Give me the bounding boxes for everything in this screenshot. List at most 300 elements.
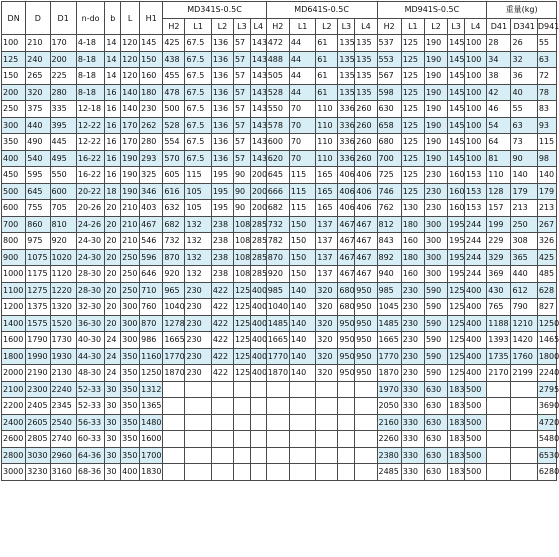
cell-m941-1: 125 <box>401 101 424 118</box>
cell-m641-0: 488 <box>266 51 289 68</box>
cell-w-1: 1210 <box>511 315 537 332</box>
cell-dn: 150 <box>2 68 26 85</box>
cell-m641-4: 467 <box>355 233 377 250</box>
cell-w-0: 46 <box>487 101 511 118</box>
cell-m341-4 <box>250 398 266 415</box>
cell-m641-2 <box>316 431 338 448</box>
cell-m941-2: 230 <box>424 200 447 217</box>
cell-m341-1: 115 <box>185 167 211 184</box>
cell-dn: 500 <box>2 183 26 200</box>
table-row <box>2 134 557 151</box>
cell-m941-2: 590 <box>424 282 447 299</box>
cell-b: 20 <box>105 249 121 266</box>
cell-d: 210 <box>26 35 50 52</box>
header-group-md341s: MD341S-0.5C <box>163 2 266 19</box>
cell-w-2: 115 <box>537 134 556 151</box>
cell-m341-1 <box>185 447 211 464</box>
cell-m941-2: 590 <box>424 348 447 365</box>
cell-m941-1: 330 <box>401 464 424 481</box>
cell-m941-3: 145 <box>448 150 465 167</box>
cell-w-1 <box>511 398 537 415</box>
cell-h1: 150 <box>140 51 163 68</box>
cell-h1: 160 <box>140 68 163 85</box>
cell-d1: 200 <box>50 51 76 68</box>
cell-d1: 600 <box>50 183 76 200</box>
cell-m941-0: 843 <box>377 233 401 250</box>
cell-m341-1: 67.5 <box>185 51 211 68</box>
cell-m641-1: 70 <box>289 101 315 118</box>
cell-d: 1175 <box>26 266 50 283</box>
cell-w-0: 157 <box>487 200 511 217</box>
cell-m941-1: 230 <box>401 282 424 299</box>
cell-b: 16 <box>105 101 121 118</box>
cell-m341-0 <box>163 381 185 398</box>
cell-m341-0: 632 <box>163 200 185 217</box>
cell-m341-2: 136 <box>211 35 233 52</box>
cell-w-2: 1800 <box>537 348 556 365</box>
cell-m341-3 <box>233 398 250 415</box>
cell-ndo: 56-33 <box>76 414 104 431</box>
table-row <box>2 117 557 134</box>
cell-w-0 <box>487 431 511 448</box>
cell-m641-3: 467 <box>338 249 355 266</box>
table-row <box>2 315 557 332</box>
cell-dn: 2100 <box>2 381 26 398</box>
cell-m641-4: 135 <box>355 68 377 85</box>
cell-m941-0: 1770 <box>377 348 401 365</box>
cell-m941-1: 330 <box>401 398 424 415</box>
cell-h1: 1480 <box>140 414 163 431</box>
cell-w-0: 64 <box>487 134 511 151</box>
cell-dn: 2000 <box>2 365 26 382</box>
header-group-md641s: MD641S-0.5C <box>266 2 377 19</box>
cell-m641-2: 110 <box>316 101 338 118</box>
cell-ndo: 16-22 <box>76 167 104 184</box>
cell-m941-2: 590 <box>424 315 447 332</box>
table-row <box>2 150 557 167</box>
cell-m941-2: 590 <box>424 332 447 349</box>
header-md341s-col-0: H2 <box>163 18 185 35</box>
cell-m941-2: 630 <box>424 381 447 398</box>
cell-m341-2 <box>211 398 233 415</box>
cell-m341-3: 125 <box>233 348 250 365</box>
cell-m641-0: 1870 <box>266 365 289 382</box>
cell-d1: 495 <box>50 150 76 167</box>
cell-m941-1: 230 <box>401 365 424 382</box>
cell-m941-3: 195 <box>448 266 465 283</box>
cell-d: 2805 <box>26 431 50 448</box>
cell-m641-2: 61 <box>316 35 338 52</box>
cell-d: 375 <box>26 101 50 118</box>
cell-m941-0: 2380 <box>377 447 401 464</box>
cell-w-1: 26 <box>511 35 537 52</box>
cell-d: 490 <box>26 134 50 151</box>
cell-d: 645 <box>26 183 50 200</box>
cell-m341-0: 1870 <box>163 365 185 382</box>
cell-dn: 1400 <box>2 315 26 332</box>
cell-dn: 2800 <box>2 447 26 464</box>
table-row <box>2 51 557 68</box>
cell-m641-1 <box>289 464 315 481</box>
cell-m341-3: 57 <box>233 117 250 134</box>
table-row <box>2 365 557 382</box>
cell-m641-4: 406 <box>355 200 377 217</box>
cell-m941-1: 330 <box>401 414 424 431</box>
cell-h1: 145 <box>140 35 163 52</box>
cell-m941-3: 183 <box>448 381 465 398</box>
cell-w-0: 38 <box>487 68 511 85</box>
header-weight-col-0: D41 <box>487 18 511 35</box>
cell-m941-3: 195 <box>448 216 465 233</box>
cell-m341-3 <box>233 414 250 431</box>
cell-d: 1790 <box>26 332 50 349</box>
cell-l: 190 <box>121 167 140 184</box>
cell-dn: 600 <box>2 200 26 217</box>
cell-l: 190 <box>121 150 140 167</box>
cell-m941-3: 145 <box>448 101 465 118</box>
cell-m641-1: 140 <box>289 282 315 299</box>
cell-w-2: 98 <box>537 150 556 167</box>
cell-h1: 1250 <box>140 365 163 382</box>
cell-d1: 2540 <box>50 414 76 431</box>
cell-m941-3: 125 <box>448 348 465 365</box>
cell-b: 20 <box>105 299 121 316</box>
table-row <box>2 447 557 464</box>
header-md641s-col-1: L1 <box>289 18 315 35</box>
cell-w-1: 1760 <box>511 348 537 365</box>
cell-m641-2: 320 <box>316 282 338 299</box>
cell-w-1: 90 <box>511 150 537 167</box>
cell-m941-4: 153 <box>465 167 487 184</box>
header-md341s-col-1: L1 <box>185 18 211 35</box>
cell-m941-1: 125 <box>401 150 424 167</box>
cell-dn: 1100 <box>2 282 26 299</box>
cell-m941-1: 125 <box>401 84 424 101</box>
cell-m941-2: 630 <box>424 431 447 448</box>
cell-d: 540 <box>26 150 50 167</box>
cell-dn: 1600 <box>2 332 26 349</box>
cell-d1: 225 <box>50 68 76 85</box>
cell-b: 20 <box>105 266 121 283</box>
cell-m941-2: 230 <box>424 167 447 184</box>
header-d: D <box>26 2 50 35</box>
cell-w-2: 63 <box>537 51 556 68</box>
cell-d1: 445 <box>50 134 76 151</box>
cell-w-2: 83 <box>537 101 556 118</box>
cell-m941-0: 1045 <box>377 299 401 316</box>
cell-m641-1: 44 <box>289 84 315 101</box>
cell-m641-1 <box>289 398 315 415</box>
cell-w-0: 2170 <box>487 365 511 382</box>
cell-m341-3: 125 <box>233 315 250 332</box>
cell-m641-4: 406 <box>355 167 377 184</box>
cell-ndo: 60-33 <box>76 431 104 448</box>
cell-m341-1: 132 <box>185 249 211 266</box>
header-l: L <box>121 2 140 35</box>
cell-d: 2605 <box>26 414 50 431</box>
cell-b: 14 <box>105 51 121 68</box>
cell-l: 140 <box>121 101 140 118</box>
cell-m341-3: 57 <box>233 35 250 52</box>
cell-m941-0: 746 <box>377 183 401 200</box>
cell-m341-0: 570 <box>163 150 185 167</box>
table-row <box>2 101 557 118</box>
cell-d1: 1520 <box>50 315 76 332</box>
cell-m941-3: 125 <box>448 315 465 332</box>
cell-d: 265 <box>26 68 50 85</box>
cell-ndo: 8-18 <box>76 68 104 85</box>
cell-m641-1: 150 <box>289 266 315 283</box>
cell-w-0: 54 <box>487 117 511 134</box>
cell-ndo: 68-36 <box>76 464 104 481</box>
cell-m341-1: 230 <box>185 315 211 332</box>
cell-m341-4: 285 <box>250 266 266 283</box>
cell-m341-3: 90 <box>233 167 250 184</box>
cell-m341-2: 422 <box>211 348 233 365</box>
cell-m641-3: 467 <box>338 216 355 233</box>
cell-m941-2: 300 <box>424 216 447 233</box>
cell-m941-2: 190 <box>424 150 447 167</box>
cell-m341-4 <box>250 381 266 398</box>
cell-m641-1: 140 <box>289 315 315 332</box>
cell-m641-3: 135 <box>338 84 355 101</box>
cell-d: 320 <box>26 84 50 101</box>
cell-w-1: 55 <box>511 101 537 118</box>
cell-ndo: 40-30 <box>76 332 104 349</box>
cell-m341-4: 400 <box>250 282 266 299</box>
cell-m341-2: 422 <box>211 299 233 316</box>
cell-h1: 1830 <box>140 464 163 481</box>
cell-m341-3: 125 <box>233 282 250 299</box>
cell-m941-4: 153 <box>465 200 487 217</box>
cell-m641-4: 260 <box>355 117 377 134</box>
cell-m641-2: 320 <box>316 332 338 349</box>
table-row <box>2 233 557 250</box>
cell-m341-1: 105 <box>185 183 211 200</box>
cell-l: 140 <box>121 84 140 101</box>
cell-w-2: 2795 <box>537 381 556 398</box>
table-row <box>2 68 557 85</box>
cell-m341-4: 200 <box>250 183 266 200</box>
cell-m341-1: 67.5 <box>185 117 211 134</box>
cell-m941-0: 892 <box>377 249 401 266</box>
cell-l: 400 <box>121 464 140 481</box>
table-row <box>2 282 557 299</box>
cell-b: 30 <box>105 381 121 398</box>
table-row <box>2 348 557 365</box>
cell-m641-2: 110 <box>316 134 338 151</box>
cell-b: 16 <box>105 84 121 101</box>
cell-m341-3 <box>233 447 250 464</box>
cell-dn: 700 <box>2 216 26 233</box>
cell-m341-0: 1278 <box>163 315 185 332</box>
cell-m341-3: 125 <box>233 365 250 382</box>
cell-d: 1575 <box>26 315 50 332</box>
cell-m341-3: 125 <box>233 299 250 316</box>
cell-m341-3: 108 <box>233 249 250 266</box>
cell-m341-1: 230 <box>185 332 211 349</box>
cell-d: 3230 <box>26 464 50 481</box>
cell-m341-4: 200 <box>250 167 266 184</box>
cell-m641-3: 406 <box>338 200 355 217</box>
cell-m941-2: 190 <box>424 84 447 101</box>
cell-w-0: 28 <box>487 35 511 52</box>
cell-m641-3: 406 <box>338 167 355 184</box>
cell-m941-1: 230 <box>401 332 424 349</box>
cell-m641-2 <box>316 464 338 481</box>
cell-dn: 350 <box>2 134 26 151</box>
cell-w-1: 250 <box>511 216 537 233</box>
cell-b: 16 <box>105 117 121 134</box>
cell-ndo: 20-22 <box>76 183 104 200</box>
cell-b: 20 <box>105 315 121 332</box>
cell-h1: 710 <box>140 282 163 299</box>
cell-m941-2: 590 <box>424 365 447 382</box>
cell-m341-2: 422 <box>211 332 233 349</box>
cell-m941-4: 153 <box>465 183 487 200</box>
cell-d: 2190 <box>26 365 50 382</box>
cell-m341-2: 422 <box>211 315 233 332</box>
cell-h1: 1600 <box>140 431 163 448</box>
header-md941s-col-4: L4 <box>465 18 487 35</box>
cell-m341-0: 528 <box>163 117 185 134</box>
cell-m341-0: 616 <box>163 183 185 200</box>
cell-ndo: 36-30 <box>76 315 104 332</box>
header-md941s-col-0: H2 <box>377 18 401 35</box>
cell-m941-4: 100 <box>465 68 487 85</box>
cell-m941-2: 300 <box>424 266 447 283</box>
cell-m641-1: 150 <box>289 249 315 266</box>
table-row <box>2 464 557 481</box>
cell-w-2: 93 <box>537 117 556 134</box>
cell-h1: 262 <box>140 117 163 134</box>
cell-m641-3: 336 <box>338 134 355 151</box>
cell-d1: 170 <box>50 35 76 52</box>
cell-m641-0: 645 <box>266 167 289 184</box>
cell-b: 24 <box>105 332 121 349</box>
cell-m341-3: 108 <box>233 233 250 250</box>
cell-w-1: 36 <box>511 68 537 85</box>
cell-m641-2 <box>316 414 338 431</box>
cell-d: 440 <box>26 117 50 134</box>
cell-l: 350 <box>121 348 140 365</box>
cell-h1: 1700 <box>140 447 163 464</box>
cell-m941-3: 183 <box>448 431 465 448</box>
cell-w-1: 63 <box>511 117 537 134</box>
cell-m641-2: 137 <box>316 233 338 250</box>
cell-m641-3: 135 <box>338 51 355 68</box>
cell-m641-3: 135 <box>338 35 355 52</box>
cell-d: 1075 <box>26 249 50 266</box>
cell-m641-4: 950 <box>355 365 377 382</box>
cell-dn: 2400 <box>2 414 26 431</box>
cell-m341-0: 554 <box>163 134 185 151</box>
cell-m641-3: 680 <box>338 299 355 316</box>
cell-w-1 <box>511 381 537 398</box>
cell-m941-4: 500 <box>465 414 487 431</box>
cell-d: 975 <box>26 233 50 250</box>
cell-m341-3: 90 <box>233 200 250 217</box>
cell-m941-4: 500 <box>465 447 487 464</box>
cell-h1: 546 <box>140 233 163 250</box>
cell-m941-0: 1485 <box>377 315 401 332</box>
cell-ndo: 28-30 <box>76 282 104 299</box>
cell-m641-3: 336 <box>338 101 355 118</box>
header-weight-col-2: D941 <box>537 18 556 35</box>
cell-d: 755 <box>26 200 50 217</box>
cell-m941-3: 183 <box>448 447 465 464</box>
cell-b: 14 <box>105 35 121 52</box>
cell-m941-4: 400 <box>465 315 487 332</box>
cell-m941-3: 160 <box>448 200 465 217</box>
cell-m641-2: 137 <box>316 266 338 283</box>
cell-m341-0 <box>163 447 185 464</box>
cell-m341-3: 57 <box>233 134 250 151</box>
cell-m341-4: 143 <box>250 150 266 167</box>
cell-m941-0: 1870 <box>377 365 401 382</box>
cell-w-1: 40 <box>511 84 537 101</box>
cell-d: 1990 <box>26 348 50 365</box>
cell-dn: 450 <box>2 167 26 184</box>
cell-m941-4: 400 <box>465 348 487 365</box>
cell-m641-4 <box>355 398 377 415</box>
cell-l: 350 <box>121 365 140 382</box>
cell-m341-0: 732 <box>163 233 185 250</box>
cell-m941-1: 230 <box>401 348 424 365</box>
cell-w-1: 790 <box>511 299 537 316</box>
cell-m641-0 <box>266 464 289 481</box>
cell-m641-2: 165 <box>316 167 338 184</box>
cell-h1: 596 <box>140 249 163 266</box>
cell-m941-3: 125 <box>448 365 465 382</box>
cell-m341-3: 125 <box>233 332 250 349</box>
cell-w-2: 267 <box>537 216 556 233</box>
cell-m341-2: 136 <box>211 150 233 167</box>
cell-d1: 335 <box>50 101 76 118</box>
cell-d: 2300 <box>26 381 50 398</box>
cell-l: 350 <box>121 447 140 464</box>
cell-m641-4: 260 <box>355 150 377 167</box>
cell-m341-0: 438 <box>163 51 185 68</box>
cell-l: 120 <box>121 35 140 52</box>
cell-m641-2: 320 <box>316 299 338 316</box>
cell-h1: 1365 <box>140 398 163 415</box>
cell-m341-0: 500 <box>163 101 185 118</box>
table-row <box>2 381 557 398</box>
cell-m641-2: 61 <box>316 84 338 101</box>
cell-m341-3 <box>233 381 250 398</box>
cell-m641-0: 600 <box>266 134 289 151</box>
table-row <box>2 266 557 283</box>
cell-w-2: 827 <box>537 299 556 316</box>
cell-m341-3 <box>233 431 250 448</box>
cell-m341-4: 400 <box>250 315 266 332</box>
cell-m941-2: 230 <box>424 183 447 200</box>
cell-l: 190 <box>121 183 140 200</box>
cell-m641-2: 165 <box>316 183 338 200</box>
cell-m341-1: 67.5 <box>185 101 211 118</box>
cell-w-0: 1393 <box>487 332 511 349</box>
cell-m641-4: 467 <box>355 266 377 283</box>
cell-m341-2: 238 <box>211 249 233 266</box>
table-row <box>2 167 557 184</box>
cell-m641-4 <box>355 414 377 431</box>
cell-m341-4: 400 <box>250 332 266 349</box>
cell-d1: 1730 <box>50 332 76 349</box>
cell-w-0 <box>487 447 511 464</box>
cell-l: 300 <box>121 315 140 332</box>
cell-w-0: 1735 <box>487 348 511 365</box>
